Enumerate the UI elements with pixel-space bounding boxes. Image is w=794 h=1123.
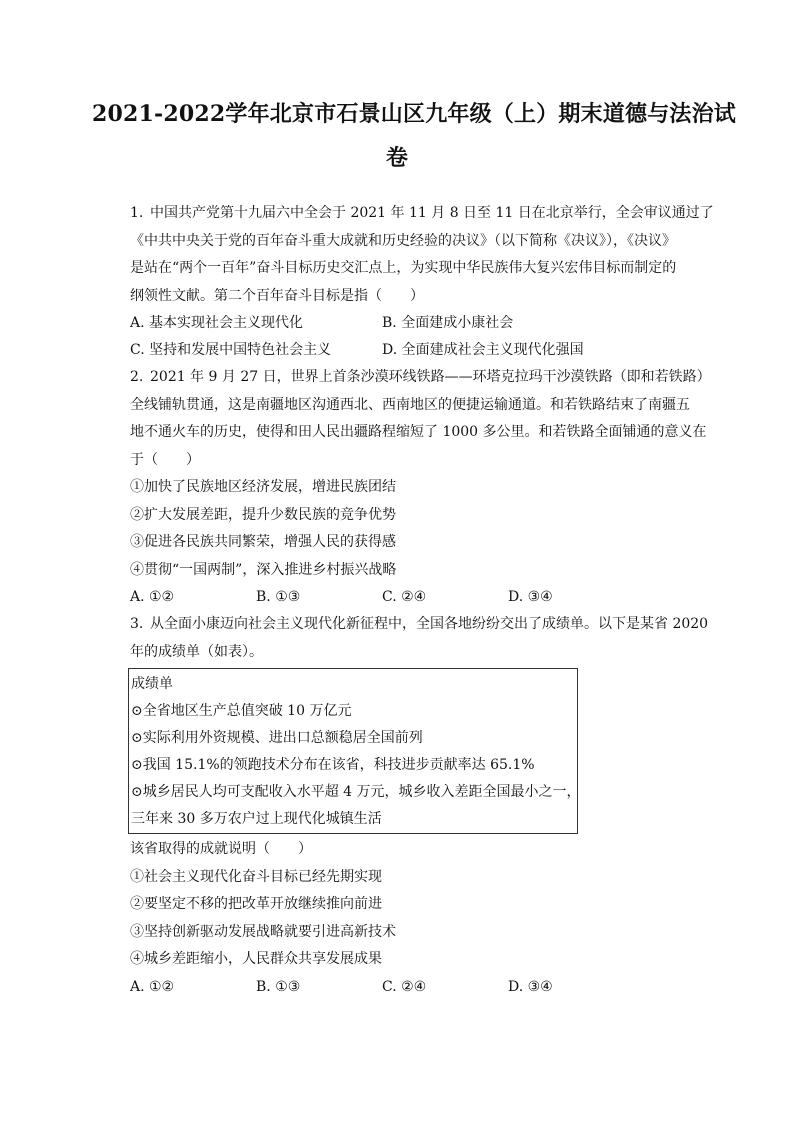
question-3-options <box>130 974 690 1001</box>
question-2-statement-3: ③促进各民族共同繁荣，增强人民的获得感 <box>130 534 396 550</box>
question-1-line-3: 是站在“两个一百年”奋斗目标历史交汇点上，为实现中华民族伟大复兴宏伟目标而制定的 <box>130 260 677 276</box>
scorecard-item-1: ⊙全省地区生产总值突破 10 万亿元 <box>131 703 352 719</box>
question-3-option-c[interactable]: C. ②④ <box>382 978 427 995</box>
question-2-option-c[interactable]: C. ②④ <box>382 589 427 605</box>
question-2-line-4: 于（ ） <box>130 451 200 468</box>
question-2-line-3: 地不通火车的历史，使得和田人民出疆路程缩短了 1000 多公里。和若铁路全面铺通的意义在 <box>130 424 707 440</box>
question-1-number: 1. <box>130 205 144 221</box>
scorecard-item-3: ⊙我国 15.1%的领跑技术分布在该省，科技进步贡献率达 65.1% <box>131 757 535 773</box>
question-2-line-2: 全线铺轨贯通，这是南疆地区沟通西北、西南地区的便捷运输通道。和若铁路结束了南疆五 <box>130 396 690 413</box>
question-2-option-b[interactable]: B. ①③ <box>256 589 301 605</box>
scorecard-item-4-cont: 三年来 30 多万农户过上现代化城镇生活 <box>131 811 382 827</box>
question-3-statement-2: ②要坚定不移的把改革开放继续推向前进 <box>130 896 382 912</box>
question-2 <box>130 364 711 611</box>
question-1-text-1: 中国共产党第十九届六中全会于 2021 年 11 月 8 日至 11 日在北京举行，全会审议通过了 <box>150 205 714 221</box>
question-3-prompt: 该省取得的成就说明（ ） <box>130 841 312 857</box>
question-1-option-d[interactable]: D. 全面建成社会主义现代化强国 <box>382 342 584 358</box>
question-3-statement-4: ④城乡差距缩小，人民群众共享发展成果 <box>130 951 382 967</box>
question-1-line-1 <box>130 200 714 228</box>
question-3-option-a[interactable]: A. ①② <box>130 978 175 995</box>
scorecard-item-2: ⊙实际利用外资规模、进出口总额稳居全国前列 <box>131 730 423 746</box>
question-2-statement-4: ④贯彻“一国两制”，深入推进乡村振兴战略 <box>130 561 397 578</box>
question-3-statement-1: ①社会主义现代化奋斗目标已经先期实现 <box>130 868 382 885</box>
question-1 <box>130 200 714 364</box>
question-1-option-b[interactable]: B. 全面建成小康社会 <box>382 315 514 331</box>
question-2-line-1 <box>130 364 711 392</box>
question-1-line-4: 纲领性文献。第二个百年奋斗目标是指（ ） <box>130 287 424 304</box>
question-3-text-1: 从全面小康迈向社会主义现代化新征程中，全国各地纷纷交出了成绩单。以下是某省 2020 <box>150 616 709 632</box>
question-3-line-1 <box>130 611 709 639</box>
question-2-options <box>130 584 690 611</box>
question-2-text-1: 2021 年 9 月 27 日，世界上首条沙漠环线铁路——环塔克拉玛干沙漠铁路（即和若铁路） <box>150 369 711 385</box>
question-2-statement-2: ②扩大发展差距，提升少数民族的竞争优势 <box>130 506 396 523</box>
question-1-option-a[interactable]: A. 基本实现社会主义现代化 <box>130 315 304 331</box>
question-2-option-a[interactable]: A. ①② <box>130 589 175 605</box>
question-3-number: 3. <box>130 616 144 632</box>
question-3 <box>130 611 709 1001</box>
scorecard-item-4: ⊙城乡居民人均可支配收入水平超 4 万元，城乡收入差距全国最小之一， <box>131 784 581 800</box>
question-3-statement-3: ③坚持创新驱动发展战略就要引进高新技术 <box>130 923 396 940</box>
question-2-statement-1: ①加快了民族地区经济发展，增进民族团结 <box>130 479 396 495</box>
question-3-option-b[interactable]: B. ①③ <box>256 978 301 995</box>
question-3-option-d[interactable]: D. ③④ <box>508 978 553 995</box>
exam-title-line-1: 2021-2022学年北京市石景山区九年级（上）期末道德与法治试 <box>92 101 736 127</box>
question-1-line-2: 《中共中央关于党的百年奋斗重大成就和历史经验的决议》（以下简称《决议》），《决议》 <box>130 232 676 249</box>
exam-title <box>92 92 736 180</box>
question-2-number: 2. <box>130 369 144 385</box>
scorecard-title: 成绩单 <box>131 676 173 692</box>
exam-title-line-2: 卷 <box>385 145 409 171</box>
question-3-line-2: 年的成绩单（如表）。 <box>130 643 263 660</box>
question-1-option-c[interactable]: C. 坚持和发展中国特色社会主义 <box>130 342 332 358</box>
question-1-options <box>130 310 690 364</box>
question-2-option-d[interactable]: D. ③④ <box>508 589 553 605</box>
exam-content <box>130 200 714 1001</box>
scorecard-box <box>128 668 581 834</box>
